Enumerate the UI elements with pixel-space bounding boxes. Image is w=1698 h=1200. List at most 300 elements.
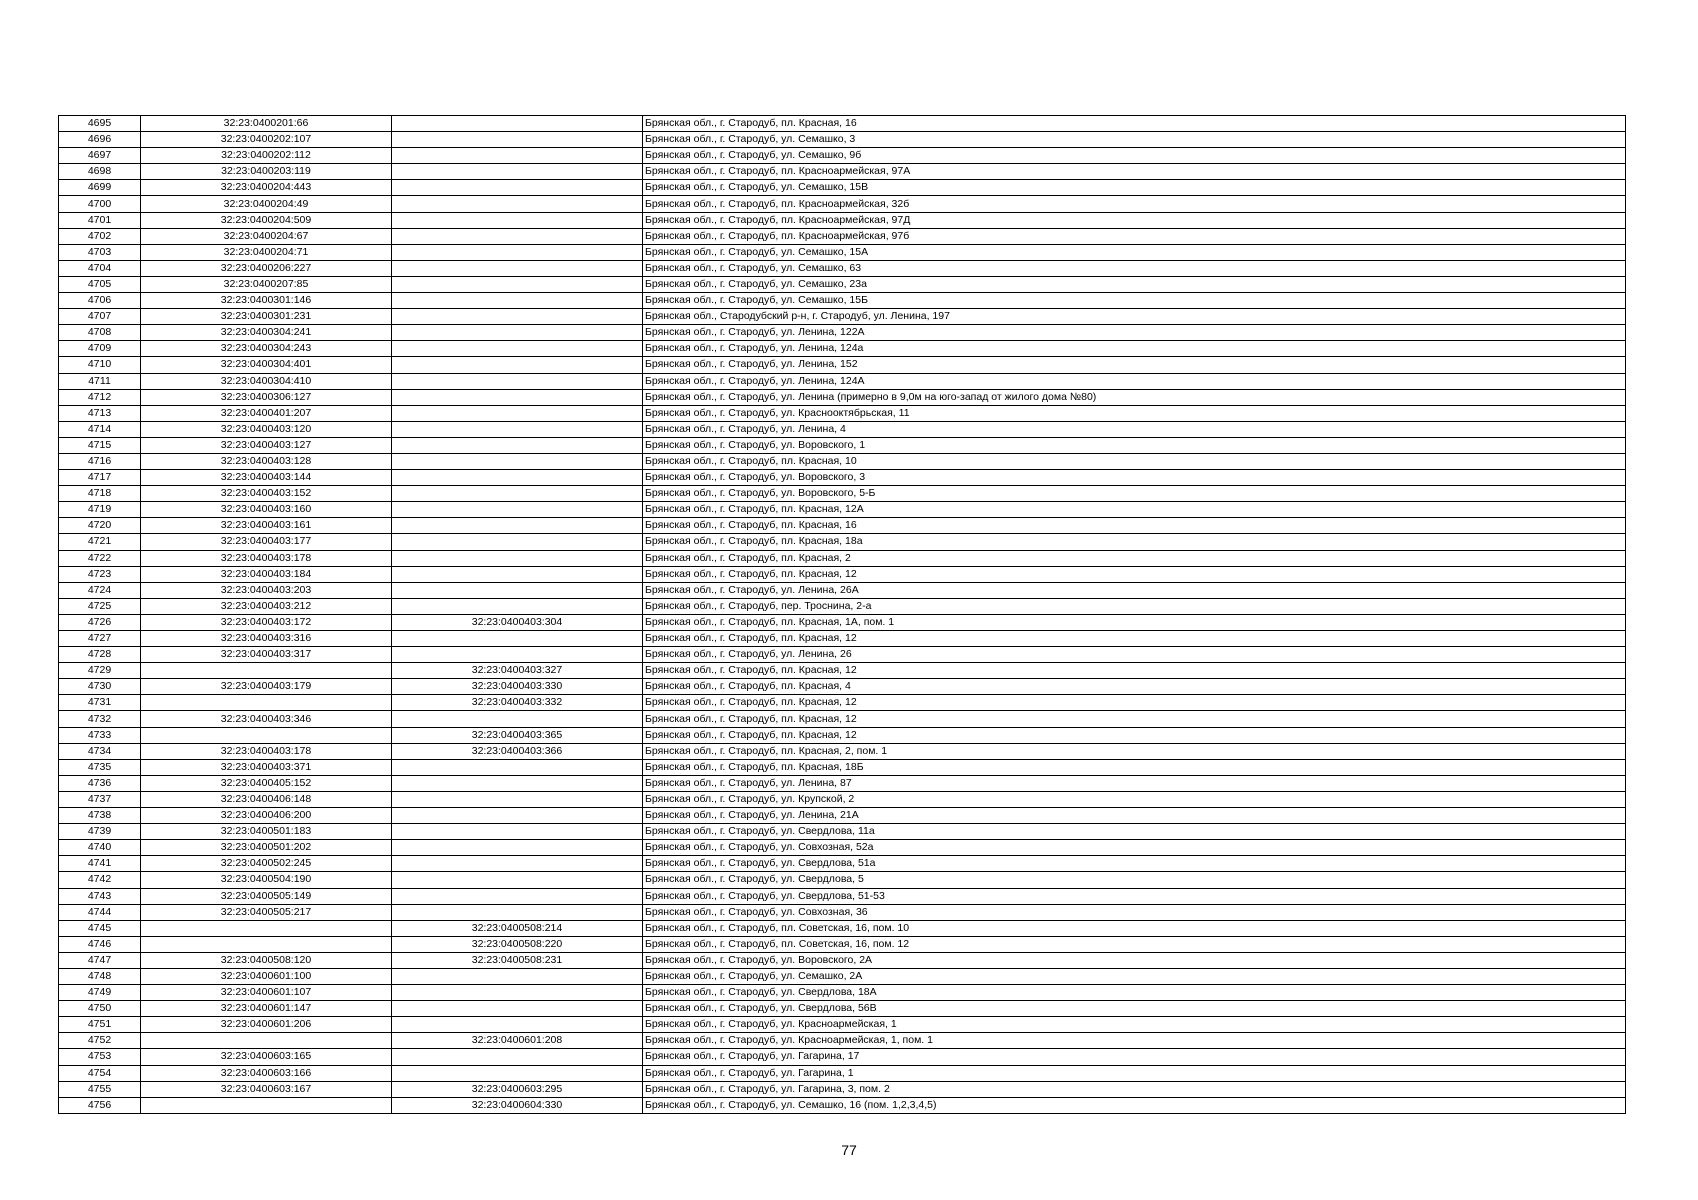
cadastral-number-cell: 32:23:0400403:128 xyxy=(141,453,392,469)
related-cadastral-number-cell xyxy=(392,405,643,421)
address-cell: Брянская обл., г. Стародуб, пл. Красная, 16 xyxy=(643,116,1626,132)
related-cadastral-number-cell xyxy=(392,470,643,486)
row-number-cell: 4703 xyxy=(59,244,141,260)
cadastral-number-cell: 32:23:0400403:184 xyxy=(141,566,392,582)
row-number-cell: 4697 xyxy=(59,148,141,164)
related-cadastral-number-cell xyxy=(392,856,643,872)
cadastral-number-cell: 32:23:0400403:316 xyxy=(141,631,392,647)
cadastral-number-cell: 32:23:0400403:127 xyxy=(141,437,392,453)
cadastral-number-cell: 32:23:0400204:443 xyxy=(141,180,392,196)
related-cadastral-number-cell xyxy=(392,647,643,663)
table-row xyxy=(59,550,1626,566)
cadastral-number-cell: 32:23:0400203:119 xyxy=(141,164,392,180)
row-number-cell: 4701 xyxy=(59,212,141,228)
table-row xyxy=(59,518,1626,534)
row-number-cell: 4718 xyxy=(59,486,141,502)
row-number-cell: 4752 xyxy=(59,1033,141,1049)
related-cadastral-number-cell xyxy=(392,373,643,389)
cadastral-number-cell: 32:23:0400504:190 xyxy=(141,872,392,888)
address-cell: Брянская обл., г. Стародуб, ул. Краснооктябрьская, 11 xyxy=(643,405,1626,421)
cadastral-number-cell xyxy=(141,727,392,743)
address-cell: Брянская обл., г. Стародуб, пер. Троснина, 2-а xyxy=(643,598,1626,614)
cadastral-number-cell: 32:23:0400206:227 xyxy=(141,260,392,276)
row-number-cell: 4747 xyxy=(59,952,141,968)
related-cadastral-number-cell: 32:23:0400403:327 xyxy=(392,663,643,679)
related-cadastral-number-cell xyxy=(392,228,643,244)
table-row xyxy=(59,856,1626,872)
row-number-cell: 4749 xyxy=(59,985,141,1001)
page-number: 77 xyxy=(841,1142,857,1158)
row-number-cell: 4709 xyxy=(59,341,141,357)
cadastral-number-cell: 32:23:0400403:172 xyxy=(141,614,392,630)
related-cadastral-number-cell xyxy=(392,985,643,1001)
address-cell: Брянская обл., г. Стародуб, ул. Гагарина, 3, пом. 2 xyxy=(643,1081,1626,1097)
related-cadastral-number-cell xyxy=(392,759,643,775)
address-cell: Брянская обл., г. Стародуб, ул. Воровского, 2А xyxy=(643,952,1626,968)
row-number-cell: 4726 xyxy=(59,614,141,630)
table-row xyxy=(59,840,1626,856)
row-number-cell: 4695 xyxy=(59,116,141,132)
table-row xyxy=(59,904,1626,920)
cadastral-number-cell xyxy=(141,936,392,952)
cadastral-number-cell xyxy=(141,920,392,936)
cadastral-number-cell: 32:23:0400505:217 xyxy=(141,904,392,920)
table-row xyxy=(59,1081,1626,1097)
cadastral-number-cell: 32:23:0400505:149 xyxy=(141,888,392,904)
cadastral-number-cell: 32:23:0400301:231 xyxy=(141,309,392,325)
address-cell: Брянская обл., г. Стародуб, пл. Красная, 12 xyxy=(643,711,1626,727)
table-row xyxy=(59,116,1626,132)
related-cadastral-number-cell xyxy=(392,566,643,582)
cadastral-number-cell: 32:23:0400403:212 xyxy=(141,598,392,614)
row-number-cell: 4756 xyxy=(59,1097,141,1113)
address-cell: Брянская обл., г. Стародуб, пл. Красная, 12 xyxy=(643,727,1626,743)
table-row xyxy=(59,212,1626,228)
table-row xyxy=(59,1065,1626,1081)
cadastral-number-cell: 32:23:0400603:165 xyxy=(141,1049,392,1065)
table-row xyxy=(59,952,1626,968)
cadastral-number-cell: 32:23:0400304:410 xyxy=(141,373,392,389)
related-cadastral-number-cell xyxy=(392,309,643,325)
related-cadastral-number-cell xyxy=(392,325,643,341)
related-cadastral-number-cell xyxy=(392,260,643,276)
related-cadastral-number-cell xyxy=(392,196,643,212)
related-cadastral-number-cell xyxy=(392,244,643,260)
row-number-cell: 4729 xyxy=(59,663,141,679)
row-number-cell: 4713 xyxy=(59,405,141,421)
cadastral-number-cell: 32:23:0400403:178 xyxy=(141,743,392,759)
related-cadastral-number-cell xyxy=(392,1001,643,1017)
cadastral-number-cell: 32:23:0400403:203 xyxy=(141,582,392,598)
table-row xyxy=(59,695,1626,711)
related-cadastral-number-cell xyxy=(392,904,643,920)
address-cell: Брянская обл., г. Стародуб, ул. Семашко, 9б xyxy=(643,148,1626,164)
address-cell: Брянская обл., г. Стародуб, пл. Красная, 12 xyxy=(643,566,1626,582)
cadastral-number-cell: 32:23:0400403:346 xyxy=(141,711,392,727)
table-row xyxy=(59,711,1626,727)
registry-table xyxy=(58,115,1626,1114)
related-cadastral-number-cell xyxy=(392,1017,643,1033)
cadastral-number-cell: 32:23:0400306:127 xyxy=(141,389,392,405)
address-cell: Брянская обл., г. Стародуб, ул. Ленина, 21А xyxy=(643,808,1626,824)
address-cell: Брянская обл., г. Стародуб, пл. Красная, 4 xyxy=(643,679,1626,695)
cadastral-number-cell: 32:23:0400401:207 xyxy=(141,405,392,421)
address-cell: Брянская обл., г. Стародуб, ул. Свердлова, 18А xyxy=(643,985,1626,1001)
address-cell: Брянская обл., г. Стародуб, ул. Ленина, 122А xyxy=(643,325,1626,341)
row-number-cell: 4710 xyxy=(59,357,141,373)
row-number-cell: 4753 xyxy=(59,1049,141,1065)
cadastral-number-cell: 32:23:0400406:148 xyxy=(141,791,392,807)
table-row xyxy=(59,421,1626,437)
row-number-cell: 4716 xyxy=(59,453,141,469)
row-number-cell: 4745 xyxy=(59,920,141,936)
cadastral-number-cell: 32:23:0400403:179 xyxy=(141,679,392,695)
row-number-cell: 4719 xyxy=(59,502,141,518)
related-cadastral-number-cell: 32:23:0400508:214 xyxy=(392,920,643,936)
table-row xyxy=(59,341,1626,357)
table-row xyxy=(59,1033,1626,1049)
related-cadastral-number-cell xyxy=(392,180,643,196)
address-cell: Брянская обл., г. Стародуб, ул. Ленина, 26 xyxy=(643,647,1626,663)
address-cell: Брянская обл., г. Стародуб, пл. Красноармейская, 97А xyxy=(643,164,1626,180)
address-cell: Брянская обл., г. Стародуб, ул. Свердлова, 51-53 xyxy=(643,888,1626,904)
related-cadastral-number-cell xyxy=(392,212,643,228)
address-cell: Брянская обл., г. Стародуб, ул. Семашко, 15Б xyxy=(643,293,1626,309)
row-number-cell: 4739 xyxy=(59,824,141,840)
cadastral-number-cell: 32:23:0400403:120 xyxy=(141,421,392,437)
table-row xyxy=(59,325,1626,341)
cadastral-number-cell: 32:23:0400403:160 xyxy=(141,502,392,518)
cadastral-number-cell: 32:23:0400403:152 xyxy=(141,486,392,502)
address-cell: Брянская обл., г. Стародуб, пл. Красноармейская, 97Д xyxy=(643,212,1626,228)
address-cell: Брянская обл., г. Стародуб, ул. Семашко, 3 xyxy=(643,132,1626,148)
row-number-cell: 4738 xyxy=(59,808,141,824)
row-number-cell: 4700 xyxy=(59,196,141,212)
related-cadastral-number-cell: 32:23:0400403:332 xyxy=(392,695,643,711)
row-number-cell: 4736 xyxy=(59,775,141,791)
address-cell: Брянская обл., г. Стародуб, ул. Крупской, 2 xyxy=(643,791,1626,807)
related-cadastral-number-cell xyxy=(392,840,643,856)
address-cell: Брянская обл., г. Стародуб, пл. Красная, 10 xyxy=(643,453,1626,469)
address-cell: Брянская обл., г. Стародуб, ул. Красноармейская, 1 xyxy=(643,1017,1626,1033)
table-row xyxy=(59,775,1626,791)
table-row xyxy=(59,743,1626,759)
related-cadastral-number-cell: 32:23:0400603:295 xyxy=(392,1081,643,1097)
address-cell: Брянская обл., г. Стародуб, ул. Воровского, 1 xyxy=(643,437,1626,453)
cadastral-number-cell: 32:23:0400403:317 xyxy=(141,647,392,663)
row-number-cell: 4698 xyxy=(59,164,141,180)
cadastral-number-cell: 32:23:0400204:71 xyxy=(141,244,392,260)
row-number-cell: 4715 xyxy=(59,437,141,453)
cadastral-number-cell: 32:23:0400601:107 xyxy=(141,985,392,1001)
related-cadastral-number-cell xyxy=(392,164,643,180)
table-row xyxy=(59,566,1626,582)
related-cadastral-number-cell xyxy=(392,486,643,502)
cadastral-number-cell xyxy=(141,695,392,711)
related-cadastral-number-cell xyxy=(392,791,643,807)
row-number-cell: 4714 xyxy=(59,421,141,437)
table-row xyxy=(59,1017,1626,1033)
row-number-cell: 4734 xyxy=(59,743,141,759)
table-row xyxy=(59,148,1626,164)
cadastral-number-cell: 32:23:0400403:178 xyxy=(141,550,392,566)
related-cadastral-number-cell xyxy=(392,148,643,164)
related-cadastral-number-cell: 32:23:0400403:366 xyxy=(392,743,643,759)
address-cell: Брянская обл., Стародубский р-н, г. Стародуб, ул. Ленина, 197 xyxy=(643,309,1626,325)
related-cadastral-number-cell: 32:23:0400601:208 xyxy=(392,1033,643,1049)
cadastral-number-cell: 32:23:0400403:161 xyxy=(141,518,392,534)
related-cadastral-number-cell xyxy=(392,888,643,904)
address-cell: Брянская обл., г. Стародуб, пл. Красноармейская, 32б xyxy=(643,196,1626,212)
address-cell: Брянская обл., г. Стародуб, ул. Семашко, 16 (пом. 1,2,3,4,5) xyxy=(643,1097,1626,1113)
cadastral-number-cell: 32:23:0400603:166 xyxy=(141,1065,392,1081)
address-cell: Брянская обл., г. Стародуб, пл. Красная, 12 xyxy=(643,631,1626,647)
related-cadastral-number-cell xyxy=(392,341,643,357)
address-cell: Брянская обл., г. Стародуб, пл. Красная, 12 xyxy=(643,663,1626,679)
row-number-cell: 4721 xyxy=(59,534,141,550)
related-cadastral-number-cell: 32:23:0400508:231 xyxy=(392,952,643,968)
cadastral-number-cell: 32:23:0400501:202 xyxy=(141,840,392,856)
address-cell: Брянская обл., г. Стародуб, ул. Совхозная, 36 xyxy=(643,904,1626,920)
table-row xyxy=(59,647,1626,663)
row-number-cell: 4737 xyxy=(59,791,141,807)
table-row xyxy=(59,598,1626,614)
address-cell: Брянская обл., г. Стародуб, пл. Красная, 12 xyxy=(643,695,1626,711)
table-row xyxy=(59,631,1626,647)
row-number-cell: 4724 xyxy=(59,582,141,598)
address-cell: Брянская обл., г. Стародуб, пл. Красная, 18а xyxy=(643,534,1626,550)
cadastral-number-cell xyxy=(141,663,392,679)
table-row xyxy=(59,373,1626,389)
cadastral-number-cell: 32:23:0400406:200 xyxy=(141,808,392,824)
cadastral-number-cell: 32:23:0400405:152 xyxy=(141,775,392,791)
related-cadastral-number-cell xyxy=(392,453,643,469)
table-row xyxy=(59,470,1626,486)
table-row xyxy=(59,260,1626,276)
address-cell: Брянская обл., г. Стародуб, ул. Красноармейская, 1, пом. 1 xyxy=(643,1033,1626,1049)
row-number-cell: 4731 xyxy=(59,695,141,711)
address-cell: Брянская обл., г. Стародуб, пл. Советская, 16, пом. 12 xyxy=(643,936,1626,952)
table-row xyxy=(59,453,1626,469)
table-row xyxy=(59,389,1626,405)
address-cell: Брянская обл., г. Стародуб, ул. Свердлова, 5 xyxy=(643,872,1626,888)
table-row xyxy=(59,679,1626,695)
row-number-cell: 4727 xyxy=(59,631,141,647)
table-row xyxy=(59,196,1626,212)
row-number-cell: 4735 xyxy=(59,759,141,775)
table-row xyxy=(59,502,1626,518)
address-cell: Брянская обл., г. Стародуб, пл. Красная, 2 xyxy=(643,550,1626,566)
related-cadastral-number-cell xyxy=(392,116,643,132)
table-row xyxy=(59,872,1626,888)
cadastral-number-cell: 32:23:0400502:245 xyxy=(141,856,392,872)
address-cell: Брянская обл., г. Стародуб, ул. Ленина, 4 xyxy=(643,421,1626,437)
row-number-cell: 4733 xyxy=(59,727,141,743)
related-cadastral-number-cell xyxy=(392,293,643,309)
row-number-cell: 4743 xyxy=(59,888,141,904)
address-cell: Брянская обл., г. Стародуб, ул. Гагарина, 17 xyxy=(643,1049,1626,1065)
address-cell: Брянская обл., г. Стародуб, ул. Ленина, 124А xyxy=(643,373,1626,389)
table-row xyxy=(59,228,1626,244)
related-cadastral-number-cell: 32:23:0400403:365 xyxy=(392,727,643,743)
related-cadastral-number-cell xyxy=(392,421,643,437)
address-cell: Брянская обл., г. Стародуб, ул. Семашко, 15В xyxy=(643,180,1626,196)
table-row xyxy=(59,244,1626,260)
row-number-cell: 4722 xyxy=(59,550,141,566)
table-row xyxy=(59,1001,1626,1017)
row-number-cell: 4730 xyxy=(59,679,141,695)
row-number-cell: 4717 xyxy=(59,470,141,486)
table-row xyxy=(59,808,1626,824)
cadastral-number-cell: 32:23:0400601:147 xyxy=(141,1001,392,1017)
table-row xyxy=(59,293,1626,309)
cadastral-number-cell: 32:23:0400301:146 xyxy=(141,293,392,309)
related-cadastral-number-cell xyxy=(392,276,643,292)
row-number-cell: 4712 xyxy=(59,389,141,405)
row-number-cell: 4707 xyxy=(59,309,141,325)
address-cell: Брянская обл., г. Стародуб, пл. Красная, 1А, пом. 1 xyxy=(643,614,1626,630)
row-number-cell: 4742 xyxy=(59,872,141,888)
table-row xyxy=(59,132,1626,148)
table-row xyxy=(59,405,1626,421)
cadastral-number-cell: 32:23:0400207:85 xyxy=(141,276,392,292)
table-row xyxy=(59,759,1626,775)
address-cell: Брянская обл., г. Стародуб, ул. Семашко, 2А xyxy=(643,968,1626,984)
address-cell: Брянская обл., г. Стародуб, ул. Воровского, 5-Б xyxy=(643,486,1626,502)
address-cell: Брянская обл., г. Стародуб, пл. Советская, 16, пом. 10 xyxy=(643,920,1626,936)
related-cadastral-number-cell xyxy=(392,502,643,518)
cadastral-number-cell: 32:23:0400403:144 xyxy=(141,470,392,486)
cadastral-number-cell: 32:23:0400304:401 xyxy=(141,357,392,373)
cadastral-number-cell: 32:23:0400202:112 xyxy=(141,148,392,164)
table-row xyxy=(59,888,1626,904)
row-number-cell: 4728 xyxy=(59,647,141,663)
row-number-cell: 4702 xyxy=(59,228,141,244)
row-number-cell: 4711 xyxy=(59,373,141,389)
cadastral-number-cell: 32:23:0400601:100 xyxy=(141,968,392,984)
table-row xyxy=(59,614,1626,630)
table-row xyxy=(59,985,1626,1001)
related-cadastral-number-cell xyxy=(392,518,643,534)
address-cell: Брянская обл., г. Стародуб, ул. Ленина, 26А xyxy=(643,582,1626,598)
table-row xyxy=(59,309,1626,325)
table-row xyxy=(59,357,1626,373)
row-number-cell: 4751 xyxy=(59,1017,141,1033)
address-cell: Брянская обл., г. Стародуб, пл. Красная, 12А xyxy=(643,502,1626,518)
table-row xyxy=(59,936,1626,952)
address-cell: Брянская обл., г. Стародуб, ул. Свердлова, 51а xyxy=(643,856,1626,872)
address-cell: Брянская обл., г. Стародуб, ул. Ленина (примерно в 9,0м на юго-запад от жилого дома №80) xyxy=(643,389,1626,405)
related-cadastral-number-cell: 32:23:0400604:330 xyxy=(392,1097,643,1113)
table-row xyxy=(59,920,1626,936)
related-cadastral-number-cell xyxy=(392,550,643,566)
row-number-cell: 4705 xyxy=(59,276,141,292)
related-cadastral-number-cell xyxy=(392,582,643,598)
related-cadastral-number-cell xyxy=(392,808,643,824)
registry-table-body xyxy=(59,116,1626,1114)
row-number-cell: 4720 xyxy=(59,518,141,534)
table-row xyxy=(59,437,1626,453)
related-cadastral-number-cell xyxy=(392,631,643,647)
table-row xyxy=(59,968,1626,984)
address-cell: Брянская обл., г. Стародуб, ул. Семашко, 23а xyxy=(643,276,1626,292)
row-number-cell: 4708 xyxy=(59,325,141,341)
related-cadastral-number-cell xyxy=(392,357,643,373)
address-cell: Брянская обл., г. Стародуб, ул. Семашко, 63 xyxy=(643,260,1626,276)
cadastral-number-cell: 32:23:0400304:241 xyxy=(141,325,392,341)
row-number-cell: 4754 xyxy=(59,1065,141,1081)
address-cell: Брянская обл., г. Стародуб, ул. Ленина, 124а xyxy=(643,341,1626,357)
related-cadastral-number-cell xyxy=(392,534,643,550)
row-number-cell: 4746 xyxy=(59,936,141,952)
address-cell: Брянская обл., г. Стародуб, ул. Семашко, 15А xyxy=(643,244,1626,260)
address-cell: Брянская обл., г. Стародуб, ул. Ленина, 152 xyxy=(643,357,1626,373)
table-row xyxy=(59,1049,1626,1065)
related-cadastral-number-cell xyxy=(392,824,643,840)
cadastral-number-cell: 32:23:0400403:177 xyxy=(141,534,392,550)
related-cadastral-number-cell: 32:23:0400403:330 xyxy=(392,679,643,695)
related-cadastral-number-cell xyxy=(392,389,643,405)
related-cadastral-number-cell: 32:23:0400403:304 xyxy=(392,614,643,630)
row-number-cell: 4732 xyxy=(59,711,141,727)
related-cadastral-number-cell xyxy=(392,968,643,984)
row-number-cell: 4741 xyxy=(59,856,141,872)
row-number-cell: 4744 xyxy=(59,904,141,920)
address-cell: Брянская обл., г. Стародуб, ул. Совхозная, 52а xyxy=(643,840,1626,856)
table-row xyxy=(59,164,1626,180)
address-cell: Брянская обл., г. Стародуб, пл. Красноармейская, 97б xyxy=(643,228,1626,244)
row-number-cell: 4748 xyxy=(59,968,141,984)
row-number-cell: 4750 xyxy=(59,1001,141,1017)
cadastral-number-cell: 32:23:0400204:67 xyxy=(141,228,392,244)
cadastral-number-cell xyxy=(141,1097,392,1113)
cadastral-number-cell: 32:23:0400304:243 xyxy=(141,341,392,357)
related-cadastral-number-cell: 32:23:0400508:220 xyxy=(392,936,643,952)
table-row xyxy=(59,791,1626,807)
cadastral-number-cell: 32:23:0400501:183 xyxy=(141,824,392,840)
related-cadastral-number-cell xyxy=(392,437,643,453)
cadastral-number-cell: 32:23:0400603:167 xyxy=(141,1081,392,1097)
row-number-cell: 4704 xyxy=(59,260,141,276)
address-cell: Брянская обл., г. Стародуб, ул. Свердлова, 56В xyxy=(643,1001,1626,1017)
related-cadastral-number-cell xyxy=(392,775,643,791)
address-cell: Брянская обл., г. Стародуб, ул. Свердлова, 11а xyxy=(643,824,1626,840)
row-number-cell: 4706 xyxy=(59,293,141,309)
table-row xyxy=(59,582,1626,598)
cadastral-number-cell: 32:23:0400204:49 xyxy=(141,196,392,212)
table-row xyxy=(59,824,1626,840)
cadastral-number-cell: 32:23:0400204:509 xyxy=(141,212,392,228)
cadastral-number-cell: 32:23:0400202:107 xyxy=(141,132,392,148)
table-row xyxy=(59,1097,1626,1113)
cadastral-number-cell: 32:23:0400601:206 xyxy=(141,1017,392,1033)
related-cadastral-number-cell xyxy=(392,598,643,614)
row-number-cell: 4699 xyxy=(59,180,141,196)
address-cell: Брянская обл., г. Стародуб, ул. Гагарина, 1 xyxy=(643,1065,1626,1081)
address-cell: Брянская обл., г. Стародуб, пл. Красная, 16 xyxy=(643,518,1626,534)
row-number-cell: 4725 xyxy=(59,598,141,614)
related-cadastral-number-cell xyxy=(392,1065,643,1081)
row-number-cell: 4755 xyxy=(59,1081,141,1097)
related-cadastral-number-cell xyxy=(392,872,643,888)
address-cell: Брянская обл., г. Стародуб, ул. Ленина, 87 xyxy=(643,775,1626,791)
row-number-cell: 4696 xyxy=(59,132,141,148)
table-row xyxy=(59,276,1626,292)
table-row xyxy=(59,534,1626,550)
address-cell: Брянская обл., г. Стародуб, пл. Красная, 2, пом. 1 xyxy=(643,743,1626,759)
related-cadastral-number-cell xyxy=(392,132,643,148)
table-row xyxy=(59,663,1626,679)
